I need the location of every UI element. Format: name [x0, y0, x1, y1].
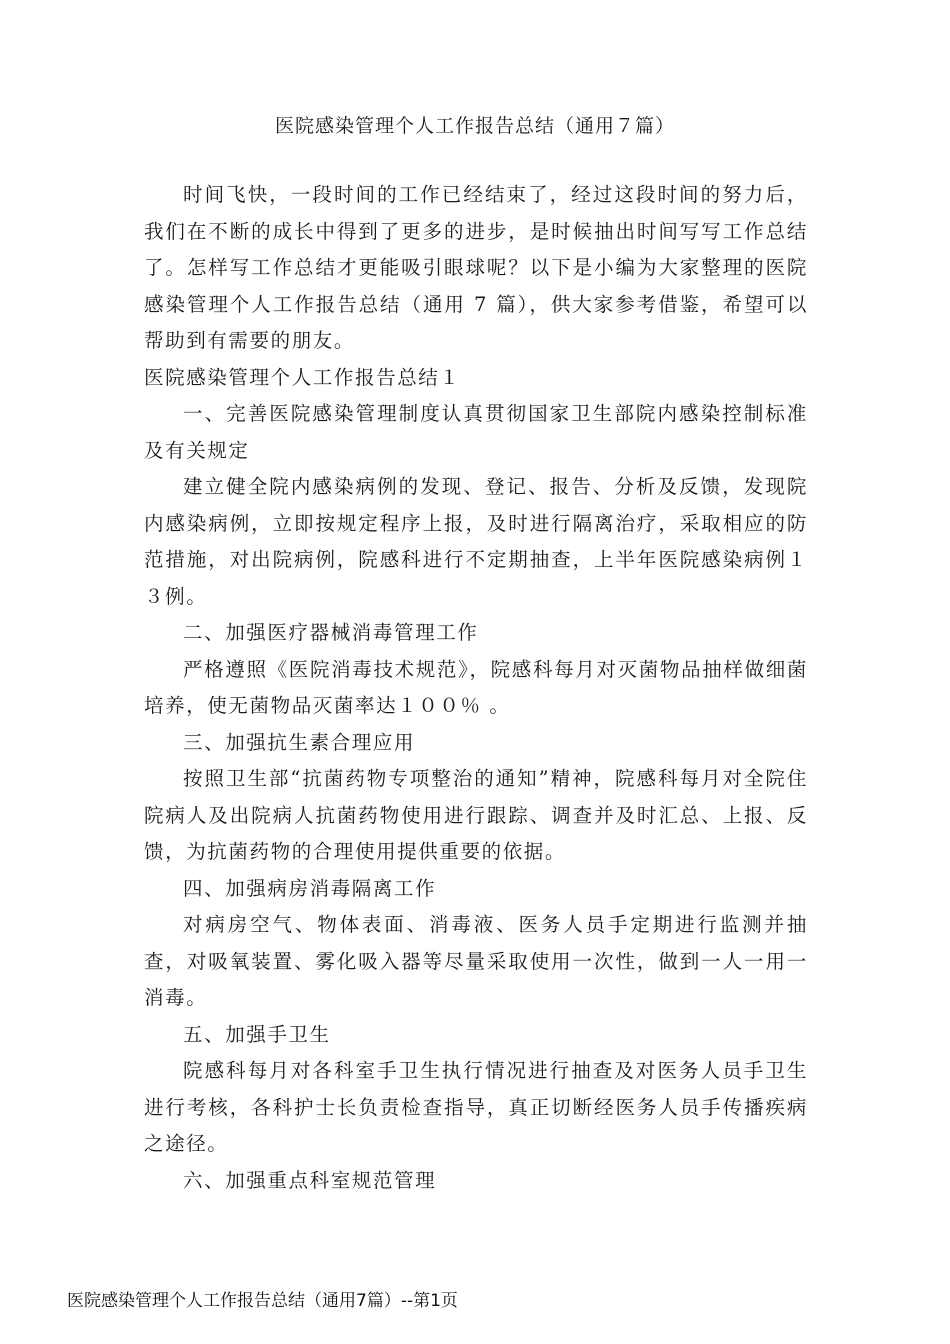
item-heading-4: 四、加强病房消毒隔离工作: [183, 876, 437, 900]
paragraph-1: 建立健全院内感染病例的发现、登记、报告、分析及反馈，发现院内感染病例，立即按规定程序上报，及时进行隔离治疗，采取相应的防范措施，对出院病例，院感科进行不定期抽查，上半年医院感染病例１３例。: [144, 475, 808, 608]
paragraph-intro: 时间飞快，一段时间的工作已经结束了，经过这段时间的努力后，我们在不断的成长中得到了更多的进步，是时候抽出时间写写工作总结了。怎样写工作总结才更能吸引眼球呢？以下是小编为大家整理的医院感染管理个人工作报告总结（通用 7 篇），供大家参考借鉴，希望可以帮助到有需要的朋友。: [144, 183, 808, 352]
item-heading-5: 五、加强手卫生: [183, 1022, 331, 1046]
paragraph-3: 按照卫生部“抗菌药物专项整治的通知”精神，院感科每月对全院住院病人及出院病人抗菌药物使用进行跟踪、调查并及时汇总、上报、反馈，为抗菌药物的合理使用提供重要的依据。: [144, 767, 808, 863]
item-heading-2: 二、加强医疗器械消毒管理工作: [183, 621, 479, 644]
section-heading-1: 医院感染管理个人工作报告总结１: [144, 365, 461, 389]
document-body: [144, 177, 808, 1199]
item-heading-1: 一、完善医院感染管理制度认真贯彻国家卫生部院内感染控制标准及有关规定: [144, 402, 808, 462]
document-title: 医院感染管理个人工作报告总结（通用７篇）: [274, 115, 675, 137]
item-heading-6: 六、加强重点科室规范管理: [183, 1168, 437, 1192]
paragraph-2: 严格遵照《医院消毒技术规范》，院感科每月对灭菌物品抽样做细菌培养，使无菌物品灭菌率达１００％ 。: [144, 657, 808, 717]
paragraph-4: 对病房空气、物体表面、消毒液、医务人员手定期进行监测并抽查，对吸氧装置、雾化吸入器等尽量采取使用一次性，做到一人一用一消毒。: [144, 913, 808, 1009]
page-footer: 医院感染管理个人工作报告总结（通用7篇）--第1页: [67, 1291, 458, 1311]
paragraph-5: 院感科每月对各科室手卫生执行情况进行抽查及对医务人员手卫生进行考核，各科护士长负责检查指导，真正切断经医务人员手传播疾病之途径。: [144, 1059, 808, 1155]
item-heading-3: 三、加强抗生素合理应用: [183, 730, 416, 754]
